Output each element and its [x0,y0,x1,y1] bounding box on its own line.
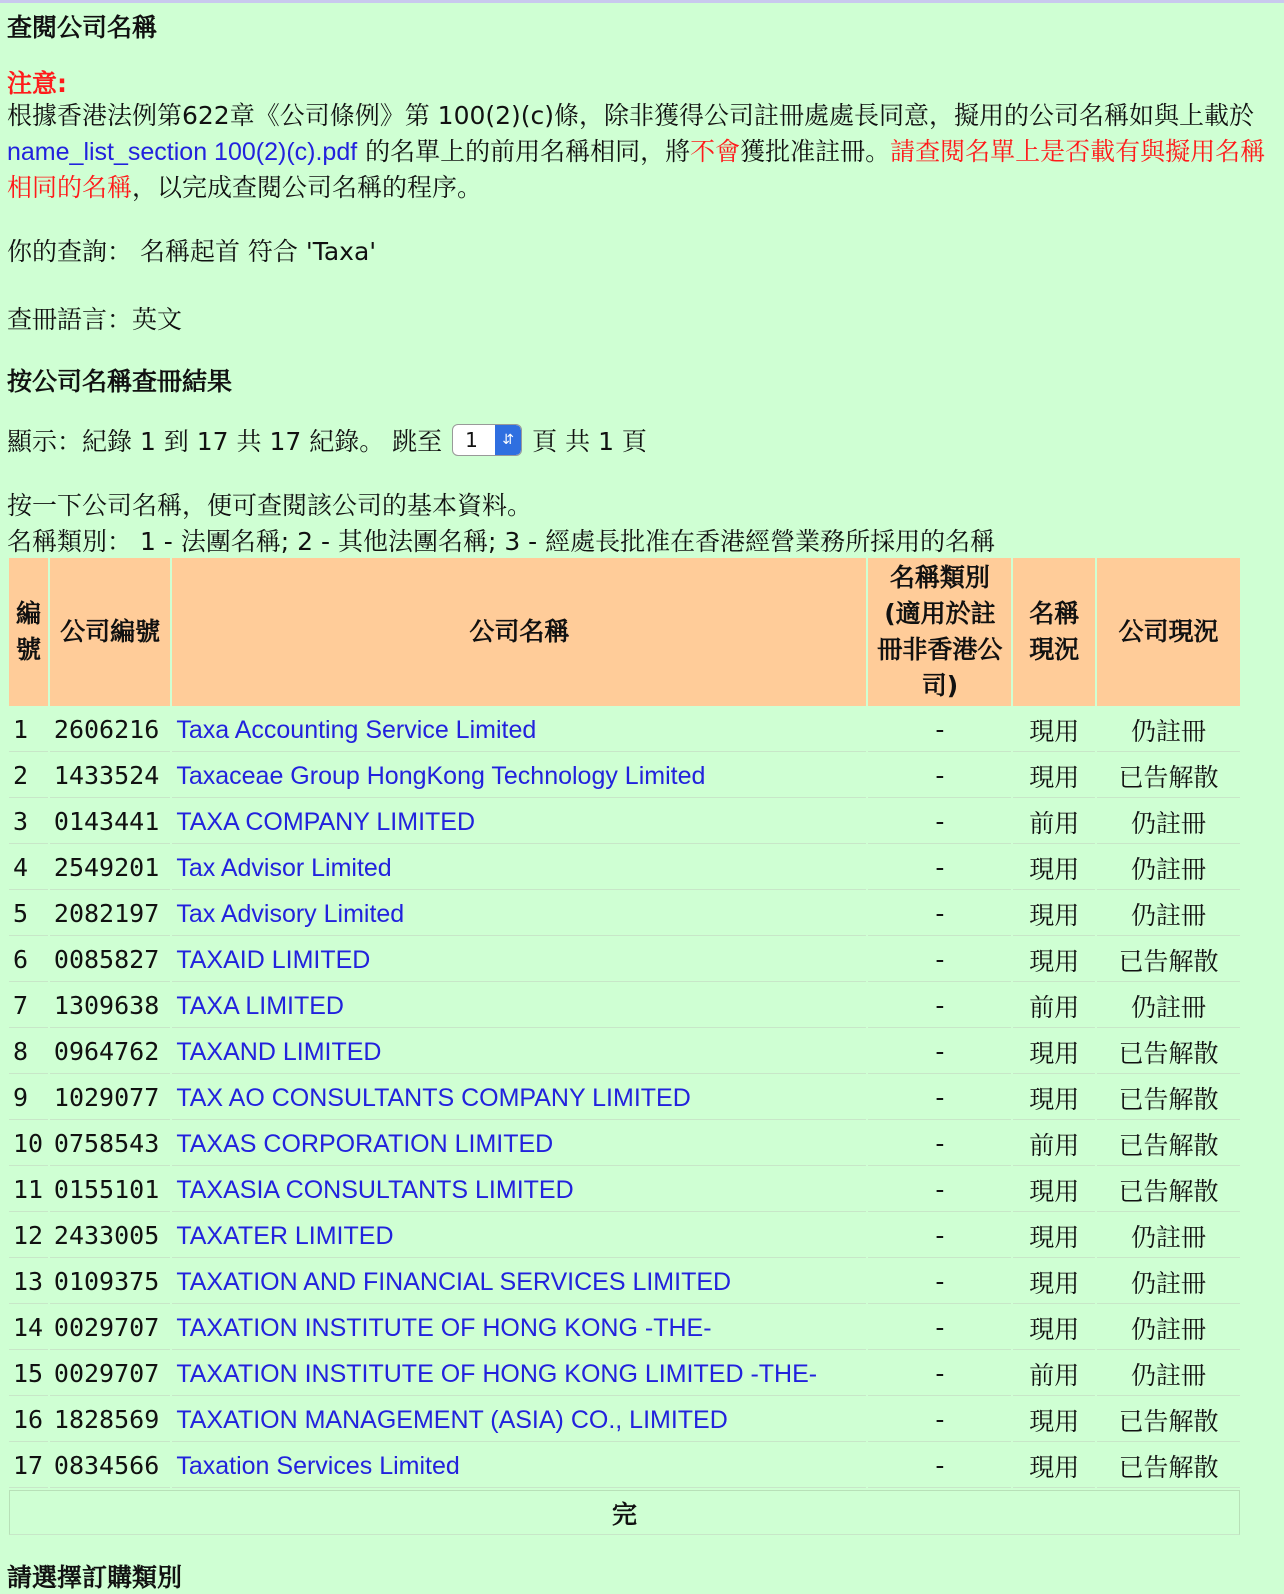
name-type: - [935,1129,945,1158]
row-number: 8 [13,1037,29,1066]
company-name-link-cell [172,800,866,844]
name-type: - [935,1451,945,1480]
company-name-link-cell [172,1168,866,1212]
company-number-cell [50,708,170,752]
company-status: 已告解散 [1118,1176,1219,1206]
company-name-link[interactable]: TAXATION INSTITUTE OF HONG KONG -THE- [176,1313,712,1342]
name-type-cell [868,1168,1011,1212]
name-list-pdf-link[interactable]: name_list_section 100(2)(c).pdf [7,138,358,166]
company-status: 已告解散 [1118,762,1219,792]
results-heading: 按公司名稱查冊結果 [7,367,233,396]
company-name-link-cell [172,1352,866,1396]
name-type-cell [868,1398,1011,1442]
click-hint: 按一下公司名稱，便可查閱該公司的基本資料。 [7,491,533,520]
company-name-link-cell [172,1444,866,1488]
company-name-link[interactable]: TAXA COMPANY LIMITED [176,807,476,836]
company-status: 仍註冊 [1131,900,1207,930]
row-number-cell [9,754,48,798]
notice-text-2: 的名單上的前用名稱相同，將 [357,137,691,166]
company-status: 仍註冊 [1131,1222,1207,1252]
company-number-cell [50,1352,170,1396]
table-row [9,800,1240,844]
row-number: 1 [13,715,29,744]
company-status-cell [1097,984,1240,1028]
company-name-link-cell [172,1214,866,1258]
table-row [9,1306,1240,1350]
results-table [7,556,1242,1537]
name-status: 現用 [1029,900,1080,930]
chevron-updown-icon: ⇵ [495,425,521,455]
company-name-link[interactable]: TAXATER LIMITED [176,1221,394,1250]
name-type: - [935,761,945,790]
name-type-cell [868,1260,1011,1304]
name-type: - [935,991,945,1020]
name-status: 現用 [1029,1406,1080,1436]
name-type-cell [868,938,1011,982]
company-number-cell [50,1168,170,1212]
table-row [9,984,1240,1028]
name-status-cell [1013,1214,1095,1258]
company-status-cell [1097,1398,1240,1442]
company-status: 仍註冊 [1131,1268,1207,1298]
row-number: 5 [13,899,29,928]
company-number: 1309638 [53,991,160,1020]
name-status: 現用 [1029,1176,1080,1206]
company-status-cell [1097,1306,1240,1350]
row-number-cell [9,1398,48,1442]
order-type-heading: 請選擇訂購類別 [7,1563,183,1592]
table-row [9,1076,1240,1120]
name-type: - [935,1083,945,1112]
company-number: 0834566 [53,1451,160,1480]
company-number-cell [50,1398,170,1442]
name-type-legend: 名稱類別： 1 - 法團名稱; 2 - 其他法團名稱; 3 - 經處長批准在香港經營業務所採用的名稱 [7,527,996,556]
company-status-cell [1097,1260,1240,1304]
name-status: 現用 [1029,716,1080,746]
company-status: 仍註冊 [1131,992,1207,1022]
table-row [9,1214,1240,1258]
company-number: 0143441 [53,807,160,836]
row-number-cell [9,984,48,1028]
table-row [9,1168,1240,1212]
company-number-cell [50,1030,170,1074]
row-number: 2 [13,761,29,790]
name-type: - [935,1359,945,1388]
name-status: 現用 [1029,1222,1080,1252]
name-type: - [935,1221,945,1250]
company-name-link-cell [172,1306,866,1350]
row-number: 13 [13,1267,44,1296]
row-number: 9 [13,1083,29,1112]
company-status-cell [1097,1076,1240,1120]
company-status: 已告解散 [1118,1038,1219,1068]
table-row [9,892,1240,936]
company-number: 2606216 [53,715,160,744]
table-row [9,938,1240,982]
company-number-cell [50,1214,170,1258]
name-status: 現用 [1029,1084,1080,1114]
row-number: 16 [13,1405,44,1434]
name-type-cell [868,846,1011,890]
name-status: 現用 [1029,1452,1080,1482]
row-number-cell [9,1168,48,1212]
row-number-cell [9,1444,48,1488]
row-number: 10 [13,1129,44,1158]
row-number-cell [9,846,48,890]
page-title: 查閱公司名稱 [7,13,158,42]
name-status: 現用 [1029,762,1080,792]
header-no: 編號 [9,558,48,706]
company-number-cell [50,754,170,798]
name-status-cell [1013,1168,1095,1212]
row-number-cell [9,1306,48,1350]
table-header-row [9,558,1240,706]
notice-label: 注意: [7,69,67,98]
name-status-cell [1013,1122,1095,1166]
row-number: 11 [13,1175,44,1204]
query-summary: 你的查詢： 名稱起首 符合 'Taxa' [7,237,377,266]
name-type-cell [868,754,1011,798]
company-number: 0155101 [53,1175,160,1204]
company-number-cell [50,1260,170,1304]
table-footer-row [9,1490,1240,1535]
name-status-cell [1013,1260,1095,1304]
row-number: 15 [13,1359,44,1388]
company-number-cell [50,1306,170,1350]
name-status: 前用 [1029,1360,1080,1390]
company-number: 0029707 [53,1359,160,1388]
company-status: 已告解散 [1118,946,1219,976]
row-number: 4 [13,853,29,882]
top-border [0,0,1284,3]
company-name-link-cell [172,1122,866,1166]
pager-suffix: 頁 共 1 頁 [532,427,647,456]
company-status: 已告解散 [1118,1084,1219,1114]
company-status-cell [1097,1444,1240,1488]
name-type-cell [868,984,1011,1028]
row-number-cell [9,1214,48,1258]
company-name-link[interactable]: Taxaceae Group HongKong Technology Limited [176,761,706,790]
table-row [9,708,1240,752]
company-status-cell [1097,892,1240,936]
company-number: 1433524 [53,761,160,790]
name-status-cell [1013,1398,1095,1442]
pager-prefix: 顯示：紀錄 1 到 17 共 17 紀錄。 跳至 [7,427,443,456]
notice-text-4: ，以完成查閱公司名稱的程序。 [132,173,483,202]
row-number-cell [9,1030,48,1074]
page-select[interactable] [452,424,522,456]
company-status: 已告解散 [1118,1406,1219,1436]
name-type: - [935,1175,945,1204]
company-number: 0085827 [53,945,160,974]
table-row [9,1352,1240,1396]
header-company-status: 公司現況 [1097,558,1240,706]
row-number-cell [9,938,48,982]
company-name-link[interactable]: Tax Advisor Limited [176,853,392,882]
name-type-cell [868,1352,1011,1396]
company-name-link-cell [172,1398,866,1442]
company-number: 1828569 [53,1405,160,1434]
company-name-link[interactable]: TAX AO CONSULTANTS COMPANY LIMITED [176,1083,691,1112]
company-name-link-cell [172,1076,866,1120]
notice-warning-1: 不會 [690,137,741,166]
company-status-cell [1097,938,1240,982]
company-status: 仍註冊 [1131,808,1207,838]
pager [7,422,647,458]
company-name-link-cell [172,846,866,890]
name-status: 現用 [1029,1038,1080,1068]
name-status: 前用 [1029,1130,1080,1160]
name-type-cell [868,1122,1011,1166]
company-status-cell [1097,1352,1240,1396]
company-status-cell [1097,1214,1240,1258]
company-name-link[interactable]: TAXATION INSTITUTE OF HONG KONG LIMITED -THE- [176,1359,818,1388]
company-name-link[interactable]: Tax Advisory Limited [176,899,405,928]
company-status: 仍註冊 [1131,854,1207,884]
name-type: - [935,715,945,744]
row-number: 7 [13,991,29,1020]
header-name-type: 名稱類別 (適用於註冊非香港公司) [868,558,1011,706]
name-type: - [935,899,945,928]
notice-text-3: 獲批准註冊。 [740,137,891,166]
end-of-results: 完 [9,1490,1240,1535]
name-status-cell [1013,846,1095,890]
row-number: 3 [13,807,29,836]
company-name-link[interactable]: TAXASIA CONSULTANTS LIMITED [176,1175,574,1204]
name-status-cell [1013,754,1095,798]
company-name-link[interactable]: TAXAID LIMITED [176,945,371,974]
name-type-cell [868,1214,1011,1258]
name-type: - [935,945,945,974]
company-status: 仍註冊 [1131,1314,1207,1344]
table-row [9,1122,1240,1166]
page-select-value: 1 [465,428,478,452]
notice-text [7,98,1269,206]
company-status: 仍註冊 [1131,1360,1207,1390]
company-name-link[interactable]: TAXA LIMITED [176,991,344,1020]
company-name-link-cell [172,984,866,1028]
company-name-link-cell [172,892,866,936]
company-status: 仍註冊 [1131,716,1207,746]
name-type: - [935,1267,945,1296]
name-status-cell [1013,1444,1095,1488]
name-type-cell [868,1444,1011,1488]
company-number: 2082197 [53,899,160,928]
name-status-cell [1013,1306,1095,1350]
company-number: 0109375 [53,1267,160,1296]
company-name-link-cell [172,938,866,982]
header-name-status: 名稱現況 [1013,558,1095,706]
notice-warning-2: 請查閱名單上是否載有與擬用名稱相同的名稱 [7,137,1266,202]
row-number-cell [9,800,48,844]
name-status-cell [1013,938,1095,982]
name-status: 現用 [1029,1314,1080,1344]
company-status: 已告解散 [1118,1452,1219,1482]
name-status-cell [1013,892,1095,936]
row-number-cell [9,1260,48,1304]
company-status-cell [1097,1122,1240,1166]
name-type-cell [868,1076,1011,1120]
table-row [9,846,1240,890]
name-status-cell [1013,1030,1095,1074]
company-number-cell [50,1122,170,1166]
company-name-link[interactable]: TAXAS CORPORATION LIMITED [176,1129,554,1158]
row-number-cell [9,1122,48,1166]
company-number-cell [50,800,170,844]
company-number-cell [50,846,170,890]
company-name-link[interactable]: TAXATION MANAGEMENT (ASIA) CO., LIMITED [176,1405,728,1434]
company-name-link-cell [172,754,866,798]
name-type-cell [868,708,1011,752]
company-status: 已告解散 [1118,1130,1219,1160]
name-status-cell [1013,800,1095,844]
name-type: - [935,853,945,882]
name-type-cell [868,1306,1011,1350]
company-number: 0758543 [53,1129,160,1158]
company-name-link-cell [172,1260,866,1304]
company-status-cell [1097,708,1240,752]
row-number-cell [9,708,48,752]
company-status-cell [1097,800,1240,844]
name-status: 現用 [1029,854,1080,884]
row-number-cell [9,892,48,936]
header-company-no: 公司編號 [50,558,170,706]
company-name-link[interactable]: TAXAND LIMITED [176,1037,382,1066]
notice-text-1: 根據香港法例第622章《公司條例》第 100(2)(c)條，除非獲得公司註冊處處長同意，擬用的公司名稱如與上載於 [7,101,1255,130]
name-type-cell [868,800,1011,844]
company-number-cell [50,984,170,1028]
company-status-cell [1097,754,1240,798]
company-number-cell [50,938,170,982]
table-row [9,1030,1240,1074]
name-status: 前用 [1029,992,1080,1022]
company-status-cell [1097,846,1240,890]
name-type: - [935,1313,945,1342]
company-name-link[interactable]: TAXATION AND FINANCIAL SERVICES LIMITED [176,1267,732,1296]
row-number-cell [9,1352,48,1396]
company-number-cell [50,1076,170,1120]
name-status-cell [1013,984,1095,1028]
company-number: 0964762 [53,1037,160,1066]
company-status-cell [1097,1168,1240,1212]
name-status-cell [1013,708,1095,752]
header-company-name: 公司名稱 [172,558,866,706]
company-number: 0029707 [53,1313,160,1342]
name-status-cell [1013,1352,1095,1396]
row-number: 17 [13,1451,44,1480]
row-number: 6 [13,945,29,974]
row-number: 14 [13,1313,44,1342]
name-status: 現用 [1029,1268,1080,1298]
table-row [9,1444,1240,1488]
row-number-cell [9,1076,48,1120]
company-number: 2433005 [53,1221,160,1250]
name-type-cell [868,892,1011,936]
company-name-link[interactable]: Taxation Services Limited [176,1451,460,1480]
name-type: - [935,1037,945,1066]
table-row [9,1398,1240,1442]
company-name-link[interactable]: Taxa Accounting Service Limited [176,715,537,744]
name-type-cell [868,1030,1011,1074]
company-number-cell [50,892,170,936]
company-status-cell [1097,1030,1240,1074]
company-name-link-cell [172,1030,866,1074]
table-row [9,1260,1240,1304]
name-status: 現用 [1029,946,1080,976]
table-row [9,754,1240,798]
name-type: - [935,807,945,836]
company-number-cell [50,1444,170,1488]
company-number: 1029077 [53,1083,160,1112]
company-number: 2549201 [53,853,160,882]
row-number: 12 [13,1221,44,1250]
search-language: 查冊語言：英文 [7,305,183,334]
name-status-cell [1013,1076,1095,1120]
name-status: 前用 [1029,808,1080,838]
company-name-link-cell [172,708,866,752]
name-type: - [935,1405,945,1434]
